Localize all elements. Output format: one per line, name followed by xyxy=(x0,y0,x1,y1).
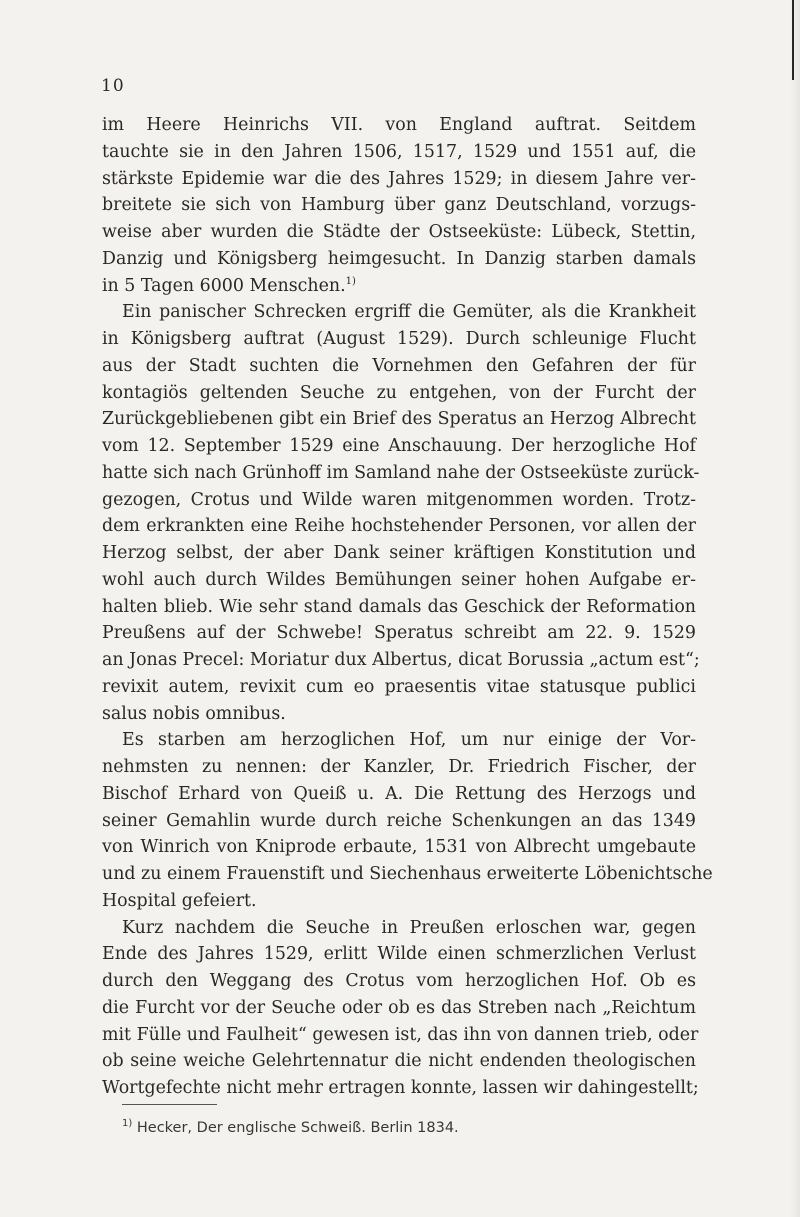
paragraph-3 xyxy=(102,727,713,914)
text-line: durch den Weggang des Crotus vom herzoglichen Hof. Ob es xyxy=(102,971,696,991)
text-line: breitete sie sich von Hamburg über ganz Deutschland, vorzugs- xyxy=(102,195,696,216)
text-line: revixit autem, revixit cum eo praesentis vitae statusque publici xyxy=(102,676,696,697)
page-edge-shadow xyxy=(790,0,800,1217)
text-line: Hospital gefeiert. xyxy=(102,890,257,911)
text-line: im Heere Heinrichs VII. von England auftrat. Seitdem xyxy=(102,115,696,135)
text-line: Ende des Jahres 1529, erlitt Wilde einen schmerzlichen Verlust xyxy=(102,944,696,965)
text-line: weise aber wurden die Städte der Ostseeküste: Lübeck, Stettin, xyxy=(102,222,696,242)
text-line: vom 12. September 1529 eine Anschauung. Der herzogliche Hof xyxy=(102,436,696,456)
text-line: tauchte sie in den Jahren 1506, 1517, 1529 und 1551 auf, die xyxy=(102,141,696,162)
text-line: seiner Gemahlin wurde durch reiche Schenkungen an das 1349 xyxy=(102,810,696,831)
text-line: in Königsberg auftrat (August 1529). Durch schleunige Flucht xyxy=(102,329,696,349)
footnote-marker: 1) xyxy=(122,1118,133,1130)
text-line: und zu einem Frauenstift und Siechenhaus erweiterte Löbenichtsche xyxy=(102,864,713,884)
footnote-text: Hecker, Der englische Schweiß. Berlin 1834. xyxy=(136,1120,459,1136)
text-line: Es starben am herzoglichen Hof, um nur einige der Vor- xyxy=(122,730,696,751)
text-line: dem erkrankten eine Reihe hochstehender Personen, vor allen der xyxy=(102,516,696,537)
text-line: stärkste Epidemie war die des Jahres 1529; in diesem Jahre ver- xyxy=(102,168,696,189)
text-line: kontagiös geltenden Seuche zu entgehen, von der Furcht der xyxy=(102,382,696,403)
text-line: von Winrich von Kniprode erbaute, 1531 von Albrecht umgebaute xyxy=(102,837,696,858)
text-line: Herzog selbst, der aber Dank seiner kräftigen Konstitution und xyxy=(102,543,696,563)
text-line: Zurückgebliebenen gibt ein Brief des Speratus an Herzog Albrecht xyxy=(102,409,696,430)
body-text xyxy=(102,112,713,1102)
text-line: an Jonas Precel: Moriatur dux Albertus, dicat Borussia „actum est“; xyxy=(102,650,700,670)
text-line: die Furcht vor der Seuche oder ob es das Streben nach „Reichtum xyxy=(102,997,696,1018)
paragraph-1 xyxy=(102,112,696,299)
text-line: Kurz nachdem die Seuche in Preußen erloschen war, gegen xyxy=(122,917,696,938)
page-edge-line xyxy=(792,0,794,80)
footnote-divider xyxy=(122,1104,217,1105)
text-line: Preußens auf der Schwebe! Speratus schreibt am 22. 9. 1529 xyxy=(102,623,696,644)
text-line: ob seine weiche Gelehrtennatur die nicht endenden theologischen xyxy=(102,1051,696,1072)
text-line: Bischof Erhard von Queiß u. A. Die Rettung des Herzogs und xyxy=(102,783,696,804)
text-line: Danzig und Königsberg heimgesucht. In Danzig starben damals xyxy=(102,248,696,269)
text-line xyxy=(102,273,696,300)
footnote-reference[interactable]: 1) xyxy=(345,275,356,287)
text-line: salus nobis omnibus. xyxy=(102,703,286,724)
page-number: 10 xyxy=(101,76,125,96)
text-line: Ein panischer Schrecken ergriff die Gemüter, als die Krankheit xyxy=(122,302,696,323)
paragraph-4 xyxy=(102,915,699,1102)
paragraph-2 xyxy=(102,299,700,727)
text-line: mit Fülle und Faulheit“ gewesen ist, das ihn von dannen trieb, oder xyxy=(102,1024,699,1045)
text-line: gezogen, Crotus und Wilde waren mitgenommen worden. Trotz- xyxy=(102,489,696,510)
text-line: Wortgefechte nicht mehr ertragen konnte, lassen wir dahingestellt; xyxy=(102,1078,699,1098)
text-line: halten blieb. Wie sehr stand damals das Geschick der Reformation xyxy=(102,596,696,617)
text-line: nehmsten zu nennen: der Kanzler, Dr. Friedrich Fischer, der xyxy=(102,757,696,777)
text-line-content: in 5 Tagen 6000 Menschen. xyxy=(102,275,346,296)
text-line: wohl auch durch Wildes Bemühungen seiner hohen Aufgabe er- xyxy=(102,569,696,590)
text-line: aus der Stadt suchten die Vornehmen den Gefahren der für xyxy=(102,355,696,376)
footnote xyxy=(122,1118,459,1138)
text-line: hatte sich nach Grünhoff im Samland nahe der Ostseeküste zurück- xyxy=(102,462,700,483)
